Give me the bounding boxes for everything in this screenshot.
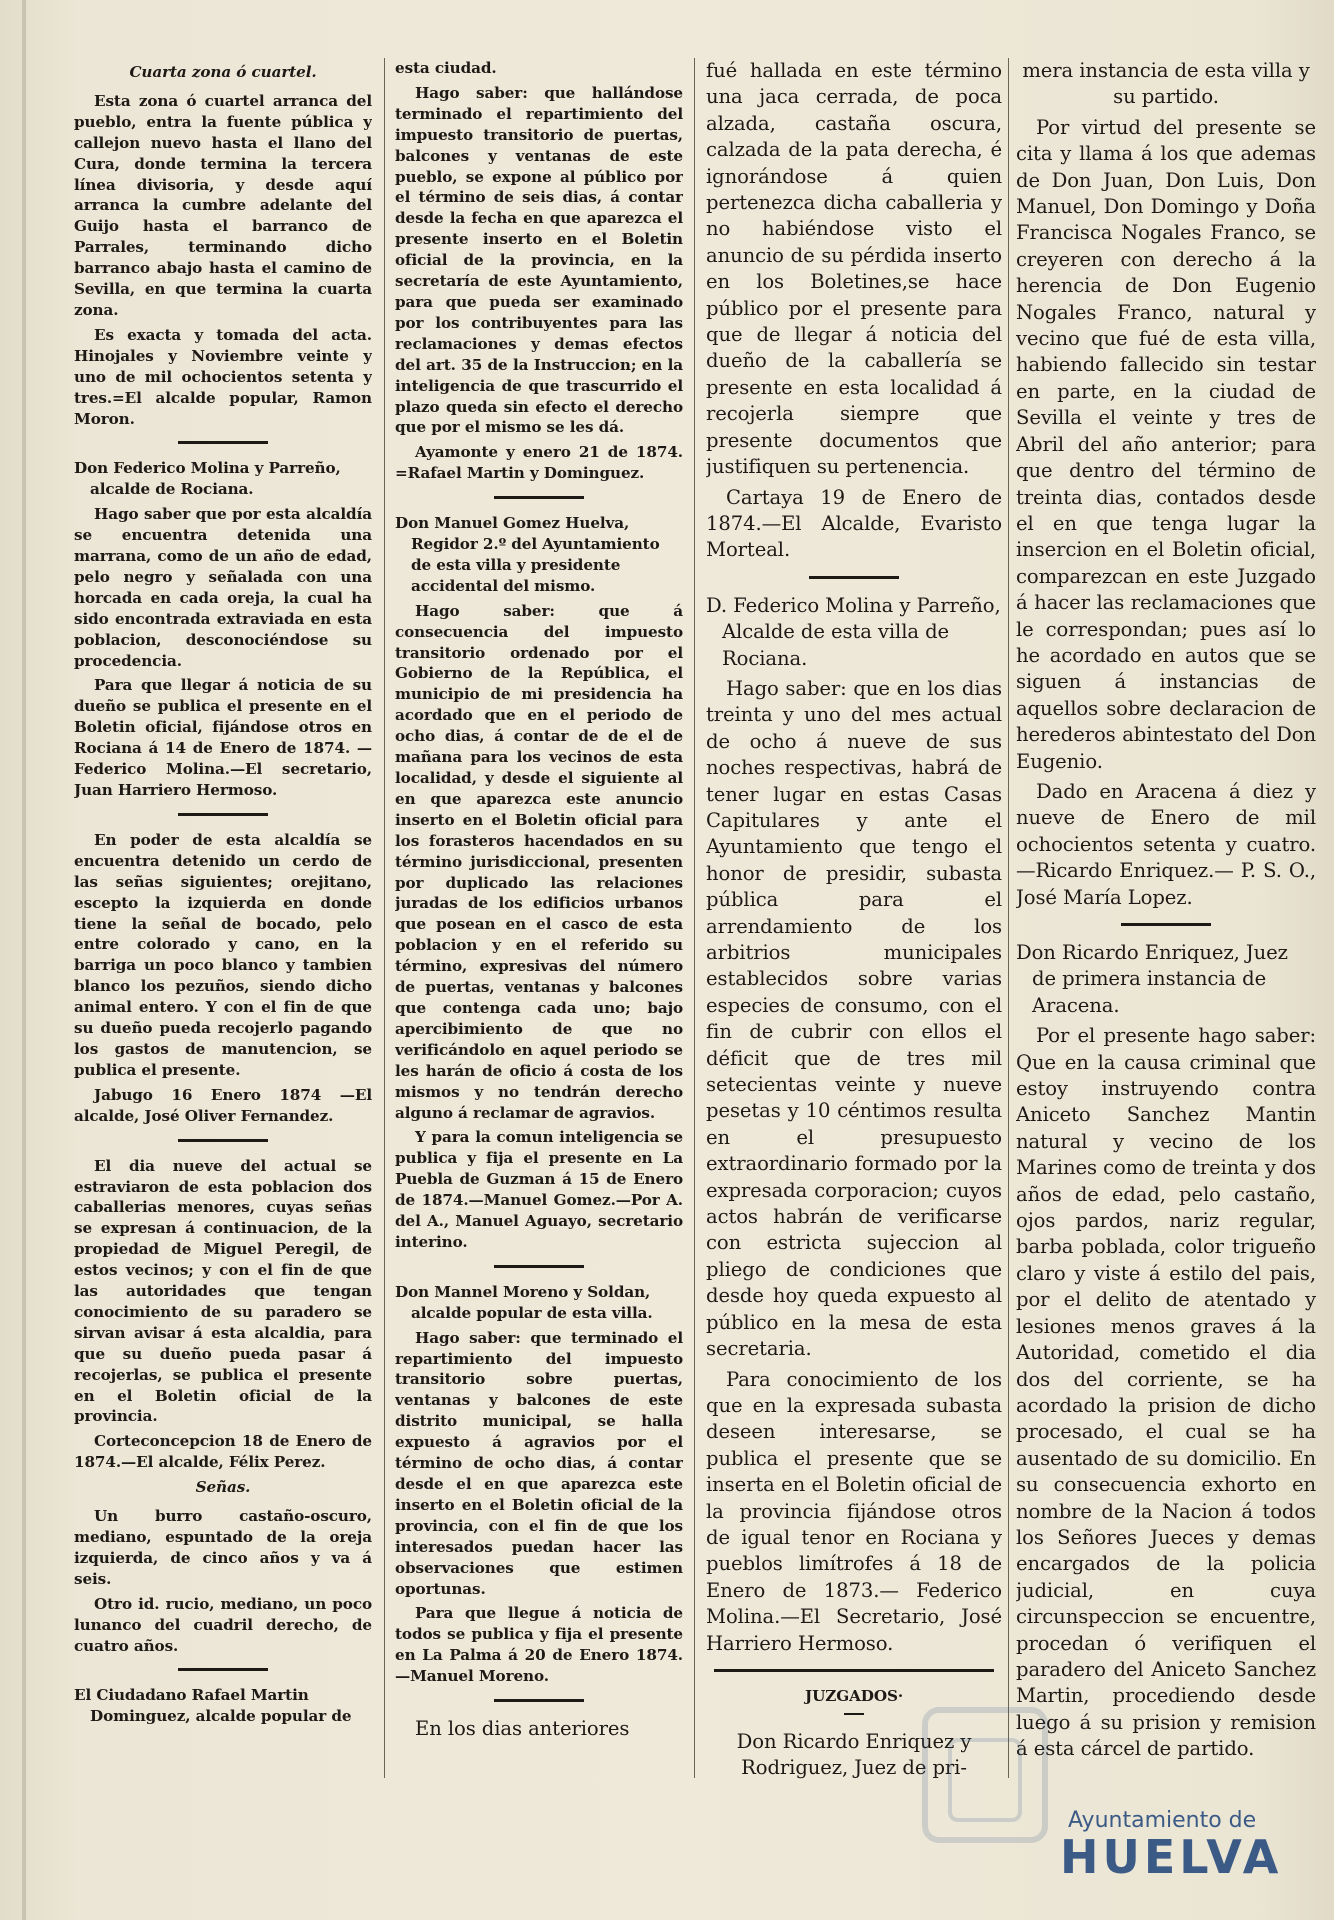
section-heading: JUZGADOS· (804, 1686, 904, 1705)
separator (178, 813, 268, 816)
separator (494, 1699, 584, 1702)
paragraph: Otro id. rucio, mediano, un poco lunanco del cuadril derecho, de cuatro años. (74, 1594, 372, 1655)
notice-title: Don Federico Molina y Parreño, alcalde de Rociana. (74, 459, 341, 499)
paragraph: Jabugo 16 Enero 1874 —El alcalde, José Oliver Fernandez. (74, 1085, 372, 1125)
separator (178, 1139, 268, 1142)
paragraph: Corteconcepcion 18 de Enero de 1874.—El alcalde, Félix Perez. (74, 1432, 372, 1472)
separator (178, 441, 268, 444)
separator (809, 576, 899, 579)
separator (844, 1713, 864, 1715)
paragraph: En poder de esta alcaldía se encuentra detenido un cerdo de las señas siguientes; orejitano, escepto la izquierda en donde tiene la señal de bocado, pelo entre colorado y cano, en la barriga un poco blanco y tambien blanco los pezuños, siendo dicho animal entero. Y con el fin de que su dueño pueda recojerlo pagando los gastos de manutencion, se publica el presente. (74, 830, 372, 1079)
separator (494, 1265, 584, 1268)
paragraph: Esta zona ó cuartel arranca del pueblo, entra la fuente pública y callejon nuevo hasta el llano del Cura, donde termina la tercera línea divisoria, y desde aquí arranca la cumbre adelante del Guijo hasta el barranco de Parrales, terminando dicho barranco abajo hasta el camino de Sevilla, en que termina la cuarta zona. (74, 91, 372, 319)
paragraph: Por el presente hago saber: Que en la causa criminal que estoy instruyendo contra Aniceto Sanchez Mantin natural y vecino de los Marines como de treinta y dos años de edad, pelo castaño, ojos pardos, nariz regular, barba poblada, color trigueño claro y viste á estilo del pais, por el delito de atentado y lesiones menos graves á la Autoridad, cometido el dia dos del corriente, se ha acordado la prision de dicho procesado, el cual se ha ausentado de su domicilio. En su consecuencia exhorto en nombre de la Nacion á todos los Señores Jueces y demas encargados de la policia judicial, en cuya circunspeccion se encuentre, procedan ó verifiquen el paradero del Aniceto Sanchez Martin, procediendo desde luego á su prision y remision á esta cárcel de partido. (1016, 1024, 1316, 1761)
subheading: Señas. (195, 1478, 251, 1497)
paragraph: En los dias anteriores (415, 1717, 630, 1741)
notice-title: Don Ricardo Enriquez y Rodriguez, Juez de pri- (736, 1729, 972, 1780)
paragraph: mera instancia de esta villa y su partido. (1022, 59, 1310, 109)
paragraph: Para conocimiento de los que en la expresada subasta deseen interesarse, se publica el presente que se inserta en el Boletin oficial de la provincia fijándose otros de igual tenor en Rociana y pueblos limítrofes á 18 de Enero de 1873.— Federico Molina.—El Secretario, José Harriero Hermoso. (706, 1367, 1002, 1655)
notice-title: Don Ricardo Enriquez, Juez de primera instancia de Aracena. (1016, 941, 1288, 1017)
paragraph: El dia nueve del actual se estraviaron de esta poblacion dos caballerias menores, cuyas señas se expresan á continuacion, de la propiedad de Miguel Peregil, de estos vecinos; y con el fin de que las autoridades que tengan conocimiento de su paradero se sirvan avisar á esta alcaldia, para que su dueño pueda pasar á recojerlas, se publica el presente en el Boletin oficial de la provincia. (74, 1156, 372, 1426)
paragraph: Hago saber: que terminado el repartimiento del impuesto transitorio sobre puertas, ventanas y balcones de este distrito municipal, se halla expuesto á agravios por el término de ocho dias, á contar desde el en que aparezca este inserto en el Boletin oficial de la provincia, con el fin de que los interesados puedan hacer las observaciones que estimen oportunas. (395, 1328, 683, 1598)
column-rule (384, 58, 385, 1778)
paragraph: Cartaya 19 de Enero de 1874.—El Alcalde, Evaristo Morteal. (706, 485, 1002, 562)
paragraph: Hago saber: que en los dias treinta y uno del mes actual de ocho á nueve de sus noches respectivas, habrá de tener lugar en estas Casas Capitulares y ante el Ayuntamiento que tengo el honor de presidir, subasta pública para el arrendamiento de los arbitrios municipales establecidos sobre varias especies de consumo, con el fin de cubrir con ellos el déficit que de tres mil setecientas veinte y nueve pesetas y 10 céntimos resulta en el presupuesto extraordinario formado por la expresada corporacion; cuyos actos habrán de verificarse con estricta sujeccion al pliego de condiciones que desde hoy queda expuesto al público en la mesa de esta secretaria. (706, 676, 1002, 1361)
paragraph: fué hallada en este término una jaca cerrada, de poca alzada, castaña oscura, calzada de la pata derecha, é ignorándose á quien pertenezca dicha caballeria y no habiéndose visto el anuncio de su pérdida inserto en los Boletines,se hace público por el presente para que de llegar á noticia del dueño de la caballería se presente en esta localidad á recojerla siempre que presente documentos que justifiquen su pertenencia. (706, 59, 1002, 479)
paragraph: Para que llegar á noticia de su dueño se publica el presente en el Boletin oficial, fijándose otros en Rociana á 14 de Enero de 1874. —Federico Molina.—El secretario, Juan Harriero Hermoso. (74, 676, 372, 799)
column-rule (694, 58, 695, 1778)
paragraph: Por virtud del presente se cita y llama á los que ademas de Don Juan, Don Luis, Don Manuel, Don Domingo y Doña Francisca Nogales Franco, se creyeren con derecho á la herencia de Don Eugenio Nogales Franco, natural y vecino que fué de esta villa, habiendo fallecido sin testar en parte, en la ciudad de Sevilla el veinte y tres de Abril del año anterior; para que dentro del término de treinta dias, contados desde el en que tenga lugar la insercion en el Boletin oficial, comparezcan en este Juzgado á hacer las reclamaciones que le correspondan; pues así lo he acordado en autos que se siguen á instancias de aquellos sobre declaracion de herederos abintestato del Don Eugenio. (1016, 115, 1316, 773)
separator (494, 496, 584, 499)
paragraph: Hago saber: que á consecuencia del impuesto transitorio ordenado por el Gobierno de la República, el municipio de mi presidencia ha acordado que en el periodo de ocho dias, á contar de de el de mañana para los vecinos de esta localidad, y desde el siguiente al en que aparezca este anuncio inserto en el Boletin oficial para los forasteros hacendados en su término jurisdiccional, presenten por duplicado las relaciones juradas de los edificios urbanos que posean en el casco de esta poblacion y en el referido su término, expresivas del número de puertas, ventanas y balcones que contenga cada uno; bajo apercibimiento de que no verificándolo en aquel periodo se les harán de oficio á costa de los mismos y no tendrán derecho alguno á reclamar de agravios. (395, 601, 683, 1122)
watermark-line-1: Ayuntamiento de (1068, 1808, 1257, 1833)
notice-title: Don Mannel Moreno y Soldan, alcalde popular de esta villa. (395, 1282, 653, 1322)
section-heading: Cuarta zona ó cuartel. (129, 63, 317, 81)
column-1 (74, 58, 372, 1731)
paragraph: Dado en Aracena á diez y nueve de Enero de mil ochocientos setenta y cuatro.—Ricardo Enriquez.— P. S. O., José María Lopez. (1016, 779, 1316, 909)
watermark-line-2: HUELVA (1060, 1830, 1283, 1884)
notice-title: El Ciudadano Rafael Martin Dominguez, alcalde popular de (74, 1686, 352, 1726)
paragraph: esta ciudad. (395, 59, 497, 77)
paragraph: Ayamonte y enero 21 de 1874. =Rafael Martin y Dominguez. (395, 443, 683, 483)
separator (178, 1668, 268, 1671)
notice-title: Don Manuel Gomez Huelva, Regidor 2.º del Ayuntamiento de esta villa y presidente accidental del mismo. (395, 514, 660, 595)
paragraph: Para que llegue á noticia de todos se publica y fija el presente en La Palma á 20 de Enero 1874. —Manuel Moreno. (395, 1604, 683, 1686)
paragraph: Hago saber: que hallándose terminado el repartimiento del impuesto transitorio de puertas, balcones y ventanas de este pueblo, se expone al público por el término de seis dias, á contar desde la fecha en que aparezca el presente inserto en el Boletin oficial de la provincia, en la secretaría de este Ayuntamiento, para que pueda ser examinado por los contribuyentes para las reclamaciones y demas efectos del art. 35 de la Instruccion; en la inteligencia de que trascurrido el plazo queda sin efecto el derecho que por el mismo se les dá. (395, 83, 683, 437)
paragraph: Un burro castaño-oscuro, mediano, espuntado de la oreja izquierda, de cinco años y va á seis. (74, 1507, 372, 1588)
paragraph: Y para la comun inteligencia se publica y fija el presente en La Puebla de Guzman á 15 de Enero de 1874.—Manuel Gomez.—Por A. del A., Manuel Aguayo, secretario interino. (395, 1128, 683, 1251)
column-2 (395, 58, 683, 1746)
paragraph: Hago saber que por esta alcaldía se encuentra detenida una marrana, como de un año de edad, pelo negro y señalada con una horcada en cada oreja, la cual ha sido encontrada extraviada en esta poblacion, desconociéndose su procedencia. (74, 505, 372, 670)
column-4 (1016, 58, 1316, 1767)
page-fold (22, 0, 26, 1920)
separator (1121, 923, 1211, 926)
column-3 (706, 58, 1002, 1786)
paragraph: Es exacta y tomada del acta. Hinojales y Noviembre veinte y uno de mil ochocientos setenta y tres.=El alcalde popular, Ramon Moron. (74, 325, 372, 428)
column-rule (1008, 58, 1009, 1778)
separator (714, 1669, 994, 1672)
notice-title: D. Federico Molina y Parreño, Alcalde de esta villa de Rociana. (706, 593, 1001, 670)
